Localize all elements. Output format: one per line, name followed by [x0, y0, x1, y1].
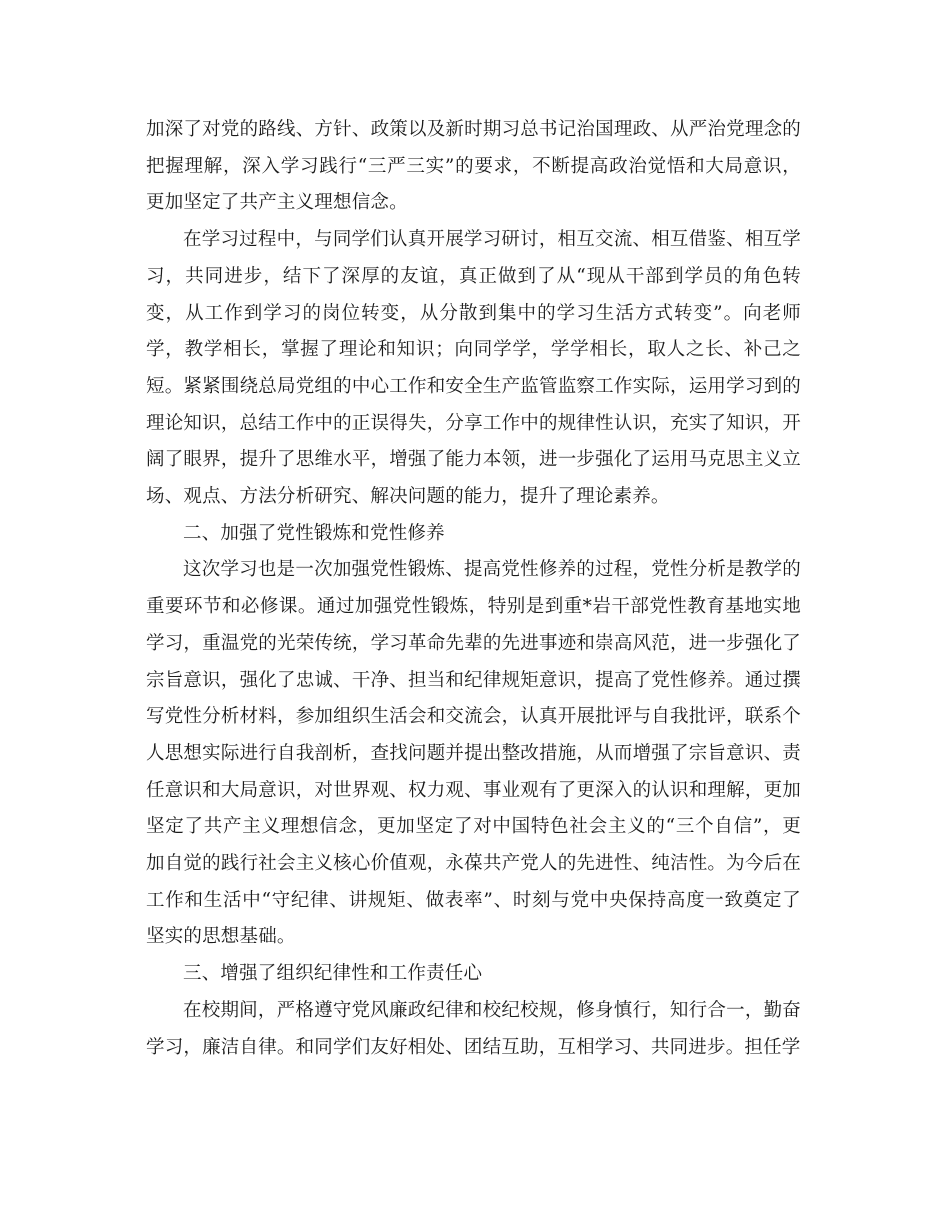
paragraph-study-process: 在学习过程中，与同学们认真开展学习研讨，相互交流、相互借鉴、相互学习，共同进步，结下了深厚的友谊，真正做到了从“现从干部到学员的角色转变，从工作到学习的岗位转变，从分散到集中的学习生活方式转变”。向老师学，教学相长，掌握了理论和知识；向同学学，学学相长，取人之长、补己之短。紧紧围绕总局党组的中心工作和安全生产监管监察工作实际，运用学习到的理论知识，总结工作中的正误得失，分享工作中的规律性认识，充实了知识，开阔了眼界，提升了思维水平，增强了能力本领，进一步强化了运用马克思主义立场、观点、方法分析研究、解决问题的能力，提升了理论素养。: [146, 229, 801, 508]
paragraph-party-spirit: 这次学习也是一次加强党性锻炼、提高党性修养的过程，党性分析是教学的重要环节和必修课。通过加强党性锻炼，特别是到重*岩干部党性教育基地实地学习，重温党的光荣传统，学习革命先辈的先进事迹和崇高风范，进一步强化了宗旨意识，强化了忠诚、干净、担当和纪律规矩意识，提高了党性修养。通过撰写党性分析材料，参加组织生活会和交流会，认真开展批评与自我批评，联系个人思想实际进行自我剖析，查找问题并提出整改措施，从而增强了宗旨意识、责任意识和大局意识，对世界观、权力观、事业观有了更深入的认识和理解，更加坚定了共产主义理想信念，更加坚定了对中国特色社会主义的“三个自信”，更加自觉的践行社会主义核心价值观，永葆共产党人的先进性、纯洁性。为今后在工作和生活中“守纪律、讲规矩、做表率”、时刻与党中央保持高度一致奠定了坚实的思想基础。: [146, 559, 801, 948]
paragraph-discipline: 在校期间，严格遵守党风廉政纪律和校纪校规，修身慎行，知行合一，勤奋学习，廉洁自律。和同学们友好相处、团结互助，互相学习、共同进步。担任学: [146, 999, 801, 1058]
section-heading-discipline: 三、增强了组织纪律性和工作责任心: [183, 963, 483, 985]
section-heading-party-spirit: 二、加强了党性锻炼和党性修养: [183, 522, 445, 544]
document-body: [146, 112, 801, 1066]
paragraph-continuation: 加深了对党的路线、方针、政策以及新时期习总书记治国理政、从严治党理念的把握理解，深入学习践行“三严三实”的要求，不断提高政治觉悟和大局意识，更加坚定了共产主义理想信念。: [146, 119, 801, 214]
